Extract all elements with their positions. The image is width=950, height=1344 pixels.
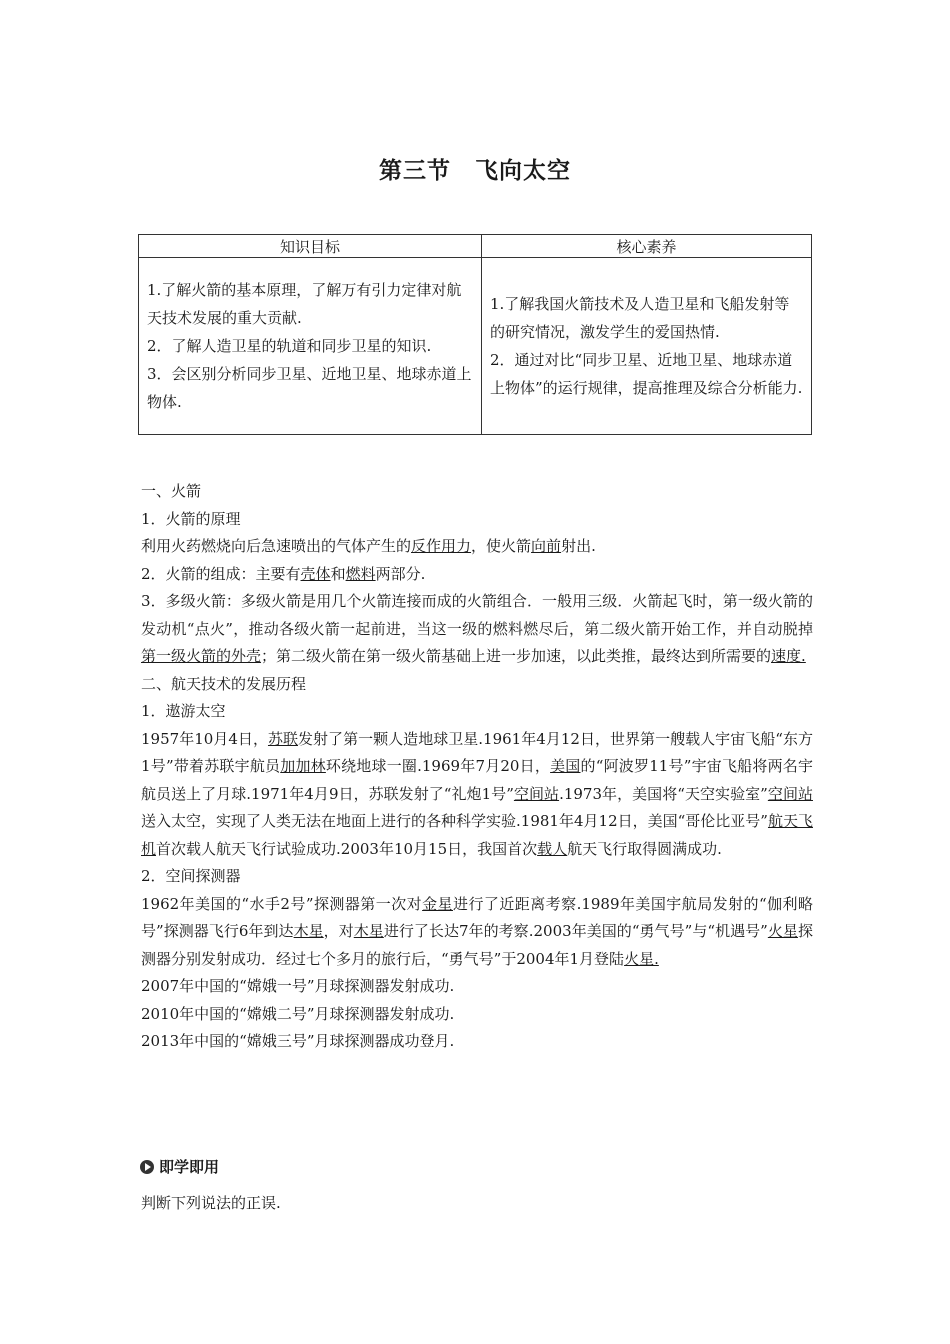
sub-heading: 2．空间探测器	[141, 867, 241, 885]
blank-answer: 加加林	[280, 757, 326, 775]
paragraph: 2010年中国的“嫦娥二号”月球探测器发射成功.	[141, 1004, 455, 1023]
blank-answer: 火星	[767, 922, 798, 940]
paragraph: 1957年10月4日，苏联发射了第一颗人造地球卫星.1961年4月12日，世界第一艘载人宇宙飞船“东方1号”带着苏联宇航员加加林环绕地球一圈.1969年7月20日，美国的“阿波罗11号”宇宙飞船将两名宇航员送上了月球.1971年4月9日，苏联发射了“礼炮1号”空间站.1973年，美国将“天空实验室”空间站送入太空，实现了人类无法在地面上进行的各种科学实验.1981年4月12日，美国“哥伦比亚号”航天飞机首次载人航天飞行试验成功.2003年10月15日，我国首次载人航天飞行取得圆满成功.	[141, 729, 813, 858]
sub-heading: 1．遨游太空	[141, 702, 226, 720]
blank-answer: 空间站	[513, 784, 560, 803]
section-heading: 二、航天技术的发展历程	[141, 674, 307, 693]
quick-use-label: 即学即用	[159, 1158, 220, 1176]
blank-answer: 美国	[550, 757, 581, 775]
blank-answer: 速度.	[771, 647, 806, 665]
paragraph: 3．多级火箭：多级火箭是用几个火箭连接而成的火箭组合．一般用三级．火箭起飞时，第一级火箭的发动机“点火”，推动各级火箭一起前进，当这一级的燃料燃尽后，第二级火箭开始工作，并自动脱掉第一级火箭的外壳；第二级火箭在第一级火箭基础上进一步加速，以此类推，最终达到所需要的速度.	[141, 592, 813, 665]
header-literacy: 核心素养	[482, 235, 812, 258]
knowledge-item: 1.了解火箭的基本原理，了解万有引力定律对航天技术发展的重大贡献.	[147, 281, 462, 327]
blank-answer: 苏联	[267, 729, 299, 748]
literacy-item: 1.了解我国火箭技术及人造卫星和飞船发射等的研究情况，激发学生的爱国热情.	[490, 295, 790, 341]
blank-answer: 第一级火箭的外壳	[141, 647, 262, 665]
judge-instruction: 判断下列说法的正误.	[141, 1194, 281, 1212]
paragraph: 1962年美国的“水手2号”探测器第一次对金星进行了近距离考察.1989年美国宇航局发射的“伽利略号”探测器飞行6年到达木星，对木星进行了长达7年的考察.2003年美国的“勇气号”与“机遇号”火星探测器分别发射成功．经过七个多月的旅行后，“勇气号”于2004年1月登陆火星.	[141, 894, 813, 968]
blank-answer: 壳体	[300, 564, 331, 583]
blank-answer: 反作用力	[411, 537, 472, 555]
blank-answer: 木星	[293, 922, 324, 940]
paragraph: 2．火箭的组成：主要有壳体和燃料两部分.	[141, 564, 426, 583]
paragraph: 利用火药燃烧向后急速喷出的气体产生的反作用力，使火箭向前射出.	[141, 537, 596, 555]
blank-answer: 金星	[422, 894, 453, 913]
blank-answer: 载人	[537, 839, 568, 858]
sub-heading: 1．火箭的原理	[141, 509, 241, 528]
knowledge-goals	[139, 258, 482, 435]
blank-answer: 木星	[353, 922, 384, 940]
blank-answer: 向前	[531, 537, 562, 555]
blank-answer: 空间站	[767, 784, 813, 803]
blank-answer: 航天飞机	[141, 812, 813, 858]
section-heading: 一、火箭	[141, 482, 202, 500]
paragraph: 2013年中国的“嫦娥三号”月球探测器成功登月.	[141, 1032, 455, 1050]
knowledge-item: 2．了解人造卫星的轨道和同步卫星的知识.	[147, 337, 432, 355]
objectives-table	[138, 234, 812, 435]
blank-answer: 燃料	[345, 564, 376, 583]
literacy-goals	[482, 258, 812, 435]
page-title: 第三节 飞向太空	[379, 158, 571, 184]
blank-answer: 火星.	[624, 949, 659, 968]
main-content	[141, 478, 813, 1056]
literacy-item: 2．通过对比“同步卫星、近地卫星、地球赤道上物体”的运行规律，提高推理及综合分析能力.	[490, 351, 803, 397]
quick-use-heading	[140, 1156, 219, 1177]
paragraph: 2007年中国的“嫦娥一号”月球探测器发射成功.	[141, 977, 455, 995]
play-circle-icon	[140, 1160, 154, 1174]
knowledge-item: 3．会区别分析同步卫星、近地卫星、地球赤道上物体.	[147, 365, 472, 411]
header-knowledge: 知识目标	[139, 235, 482, 258]
